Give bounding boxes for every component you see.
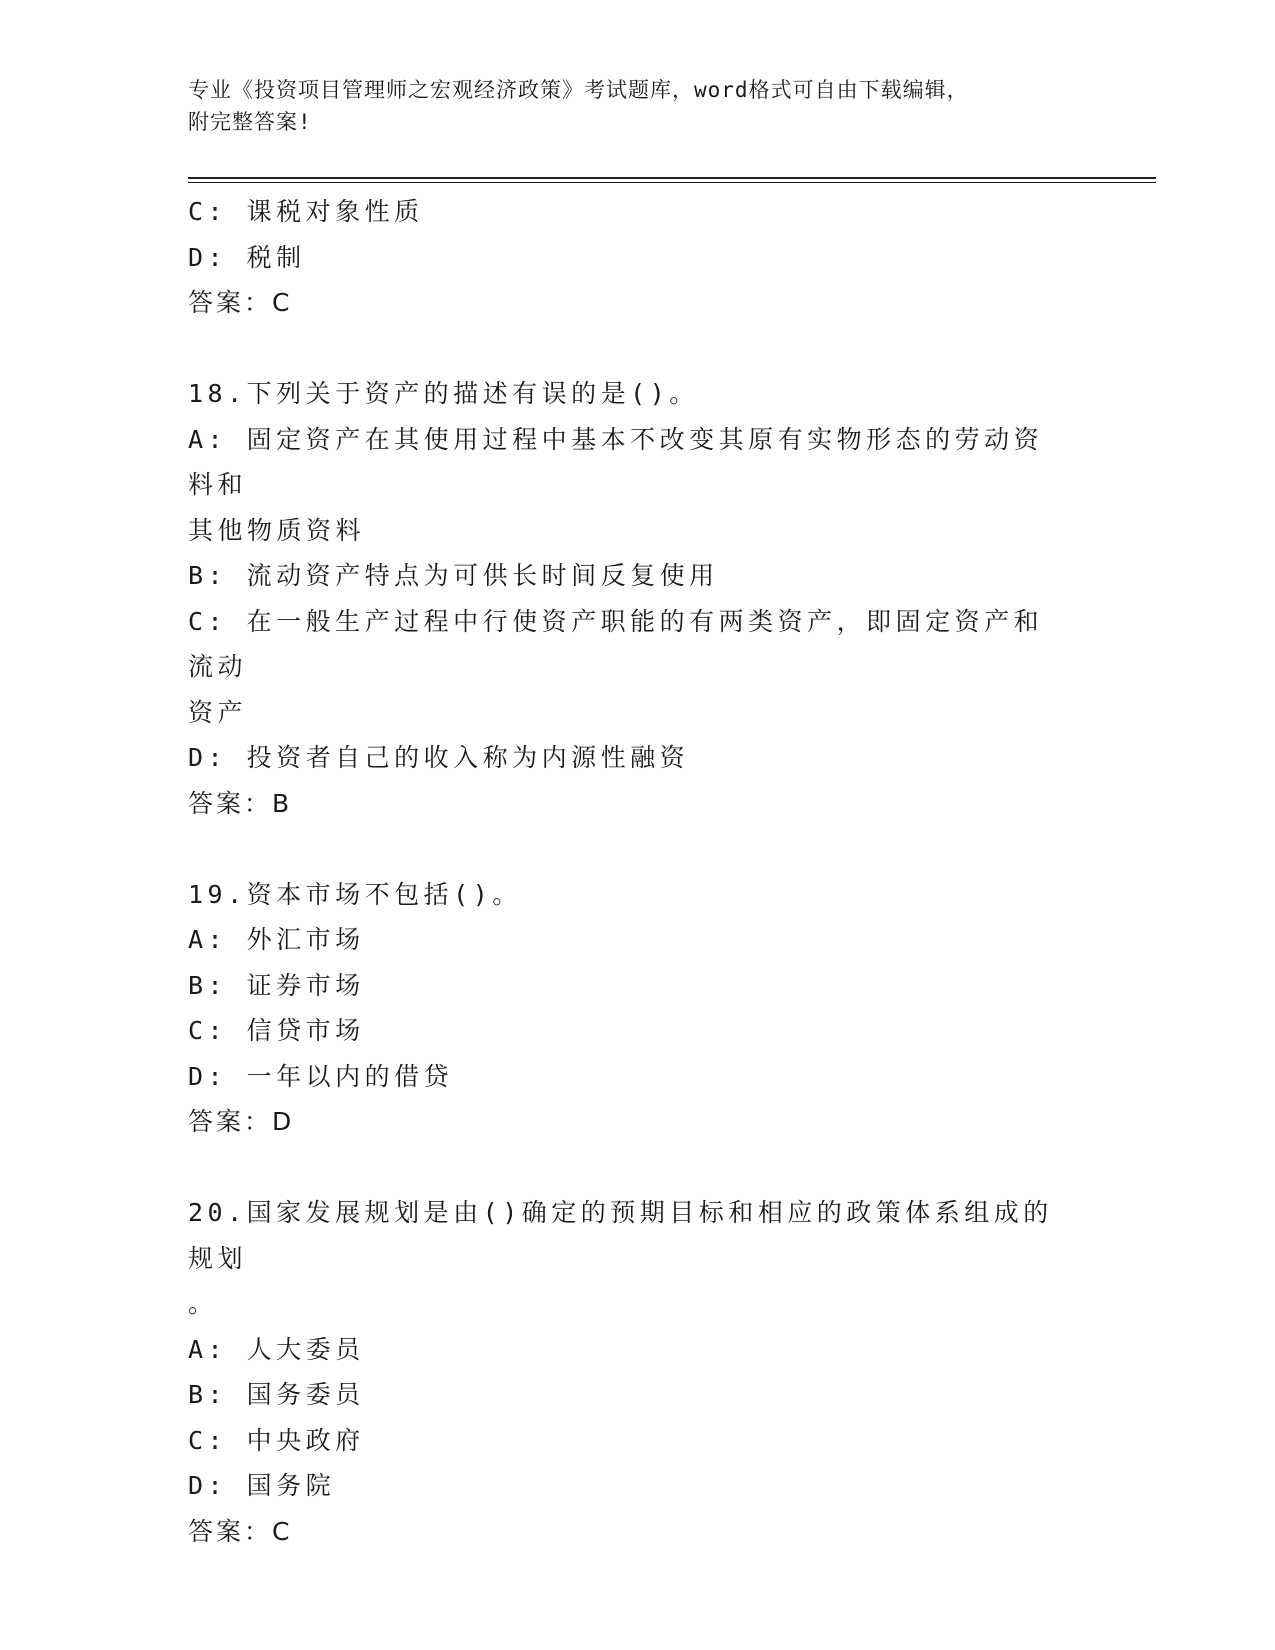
option-d: D: 一年以内的借贷 xyxy=(188,1061,454,1091)
option-a-continued: 其他物质资料 xyxy=(188,515,366,545)
question-content xyxy=(188,189,1068,1554)
page-header xyxy=(188,74,1088,138)
option-d: D: 税制 xyxy=(188,242,306,272)
question-spacer xyxy=(188,1145,1068,1191)
question-stem: 20.国家发展规划是由()确定的预期目标和相应的政策体系组成的规划 xyxy=(188,1198,1053,1273)
question-spacer xyxy=(188,326,1068,372)
option-c: C: 中央政府 xyxy=(188,1425,365,1455)
header-divider-thin xyxy=(188,182,1156,183)
header-line-2: 附完整答案! xyxy=(188,110,312,134)
question-17-tail xyxy=(188,189,1068,326)
option-c-continued: 资产 xyxy=(188,697,248,727)
question-19 xyxy=(188,872,1068,1145)
option-c: C: 信贷市场 xyxy=(188,1016,365,1045)
option-b: B: 国务委员 xyxy=(188,1380,365,1409)
question-stem: 19.资本市场不包括()。 xyxy=(188,879,522,909)
option-d: D: 投资者自己的收入称为内源性融资 xyxy=(188,743,690,772)
answer-line: 答案：D xyxy=(188,1107,295,1136)
option-d: D: 国务院 xyxy=(188,1471,336,1500)
question-stem-continued: 。 xyxy=(188,1289,218,1318)
answer-line: 答案：B xyxy=(188,788,293,818)
header-line-1: 专业《投资项目管理师之宏观经济政策》考试题库，word格式可自由下载编辑， xyxy=(188,78,969,102)
option-c: C: 在一般生产过程中行使资产职能的有两类资产，即固定资产和流动 xyxy=(188,606,1044,681)
question-18 xyxy=(188,371,1068,826)
option-a: A: 人大委员 xyxy=(188,1334,365,1364)
answer-line: 答案：C xyxy=(188,288,293,317)
question-spacer xyxy=(188,826,1068,872)
option-c: C: 课税对象性质 xyxy=(188,197,424,226)
answer-line: 答案：C xyxy=(188,1516,293,1546)
option-a: A: 固定资产在其使用过程中基本不改变其原有实物形态的劳动资料和 xyxy=(188,424,1044,499)
option-b: B: 流动资产特点为可供长时间反复使用 xyxy=(188,561,719,590)
option-b: B: 证券市场 xyxy=(188,970,365,1000)
question-stem: 18.下列关于资产的描述有误的是()。 xyxy=(188,379,699,408)
option-a: A: 外汇市场 xyxy=(188,925,365,954)
header-divider-thick xyxy=(188,177,1156,179)
question-20 xyxy=(188,1190,1068,1554)
